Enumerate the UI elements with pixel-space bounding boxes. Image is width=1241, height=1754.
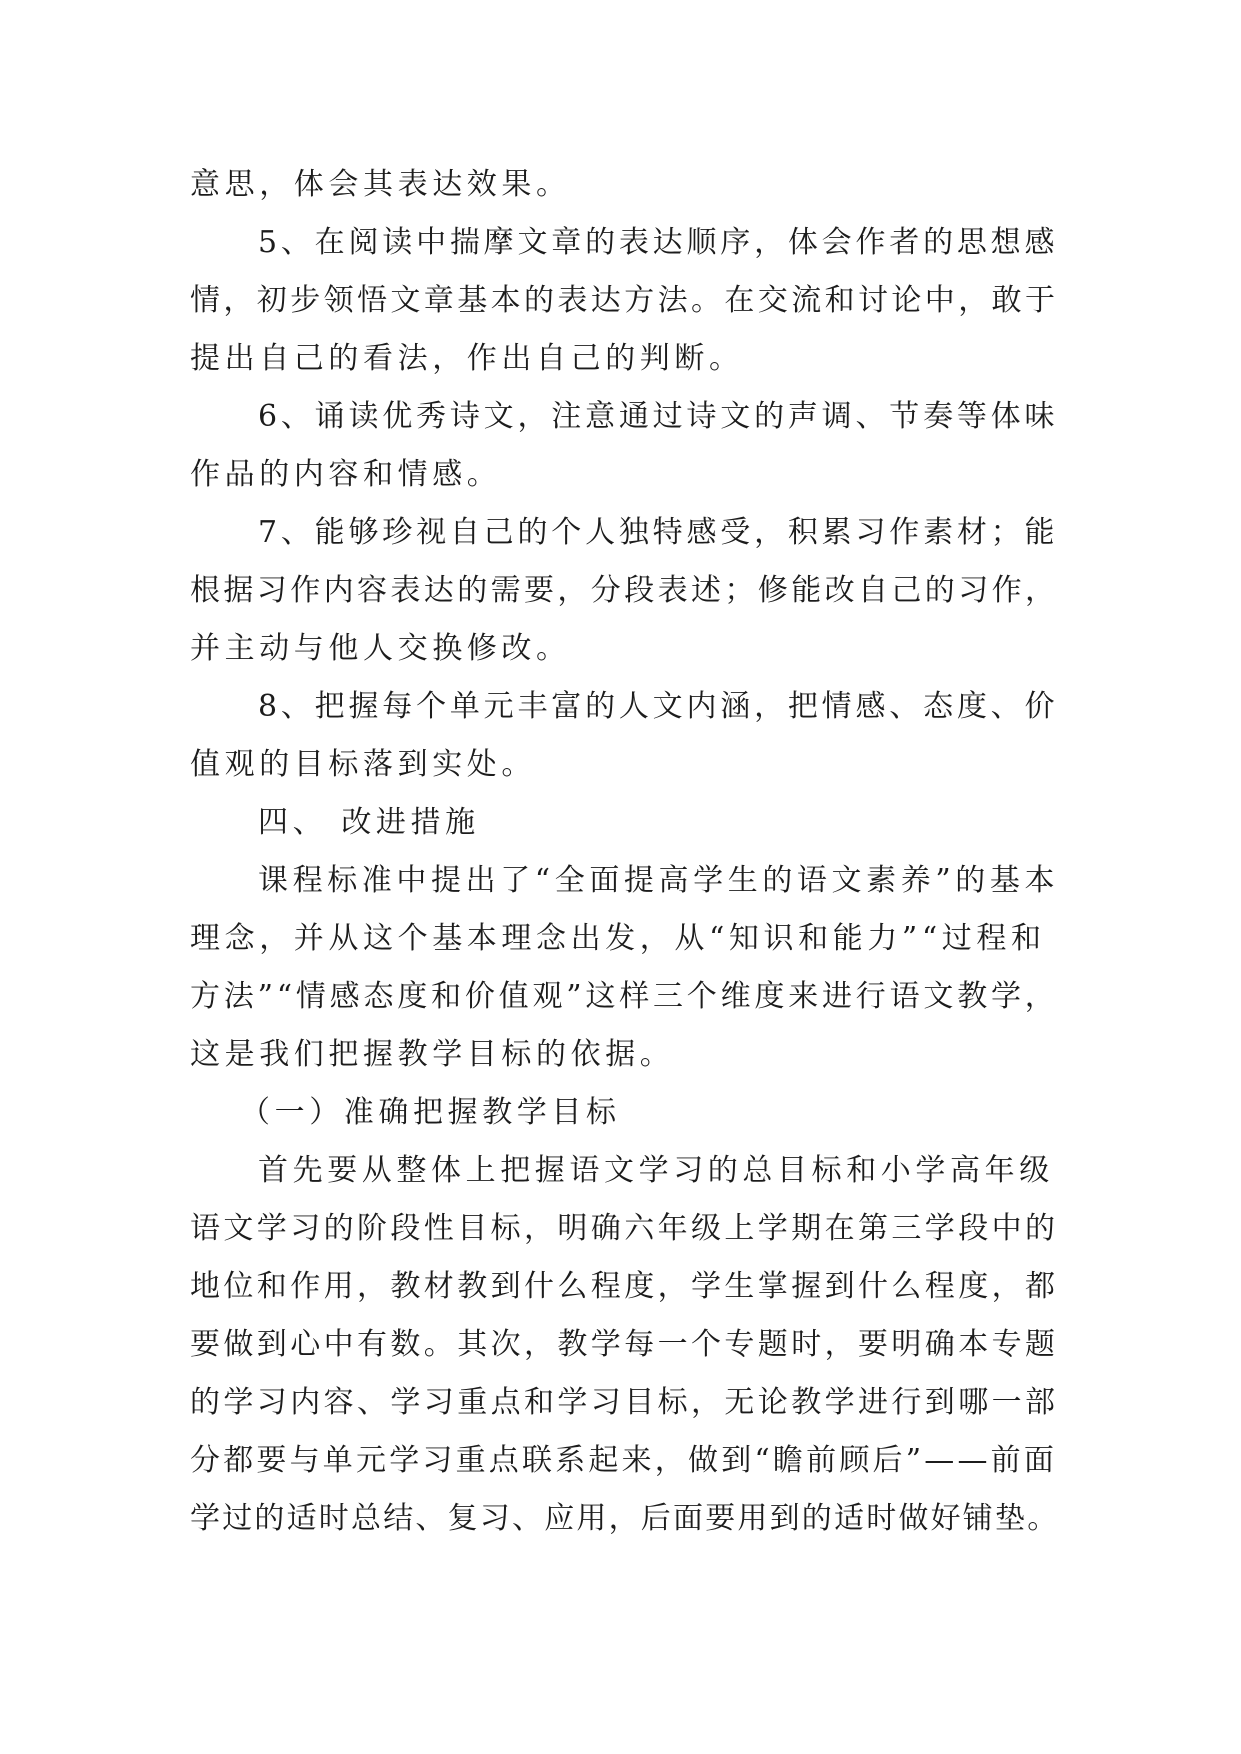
text-line: 语文学习的阶段性目标，明确六年级上学期在第三学段中的 [190, 1211, 1059, 1246]
text-line: 7、能够珍视自己的个人独特感受，积累习作素材；能 [258, 515, 1059, 550]
text-line: 学过的适时总结、复习、应用，后面要用到的适时做好铺垫。 [190, 1501, 1060, 1536]
text-line: 首先要从整体上把握语文学习的总目标和小学高年级 [258, 1153, 1054, 1188]
text-line: 情，初步领悟文章基本的表达方法。在交流和讨论中，敢于 [190, 283, 1059, 318]
text-line: 这是我们把握教学目标的依据。 [190, 1037, 675, 1072]
text-line: 5、在阅读中揣摩文章的表达顺序，体会作者的思想感 [258, 225, 1059, 260]
text-line: 作品的内容和情感。 [190, 457, 502, 492]
text-line: 意思，体会其表达效果。 [190, 167, 571, 202]
text-line: 提出自己的看法，作出自己的判断。 [190, 341, 744, 376]
section-heading: 四、 改进措施 [258, 805, 480, 840]
text-line: 6、诵读优秀诗文，注意通过诗文的声调、节奏等体味 [258, 399, 1059, 434]
text-line: 分都要与单元学习重点联系起来，做到“瞻前顾后”——前面 [190, 1443, 1058, 1478]
text-line: 8、把握每个单元丰富的人文内涵，把情感、态度、价 [258, 689, 1059, 724]
text-line: 地位和作用，教材教到什么程度，学生掌握到什么程度，都 [190, 1269, 1059, 1304]
text-line: 值观的目标落到实处。 [190, 747, 536, 782]
text-line: 要做到心中有数。其次，教学每一个专题时，要明确本专题 [190, 1327, 1059, 1362]
text-line: 并主动与他人交换修改。 [190, 631, 571, 666]
text-line: 方法”“情感态度和价值观”这样三个维度来进行语文教学， [190, 979, 1059, 1014]
text-line: 理念，并从这个基本理念出发，从“知识和能力”“过程和 [190, 921, 1046, 956]
text-line: 根据习作内容表达的需要，分段表述；修能改自己的习作， [190, 573, 1059, 608]
subsection-heading: （一）准确把握教学目标 [240, 1095, 621, 1130]
text-line: 课程标准中提出了“全面提高学生的语文素养”的基本 [258, 863, 1060, 898]
text-line: 的学习内容、学习重点和学习目标，无论教学进行到哪一部 [190, 1385, 1059, 1420]
